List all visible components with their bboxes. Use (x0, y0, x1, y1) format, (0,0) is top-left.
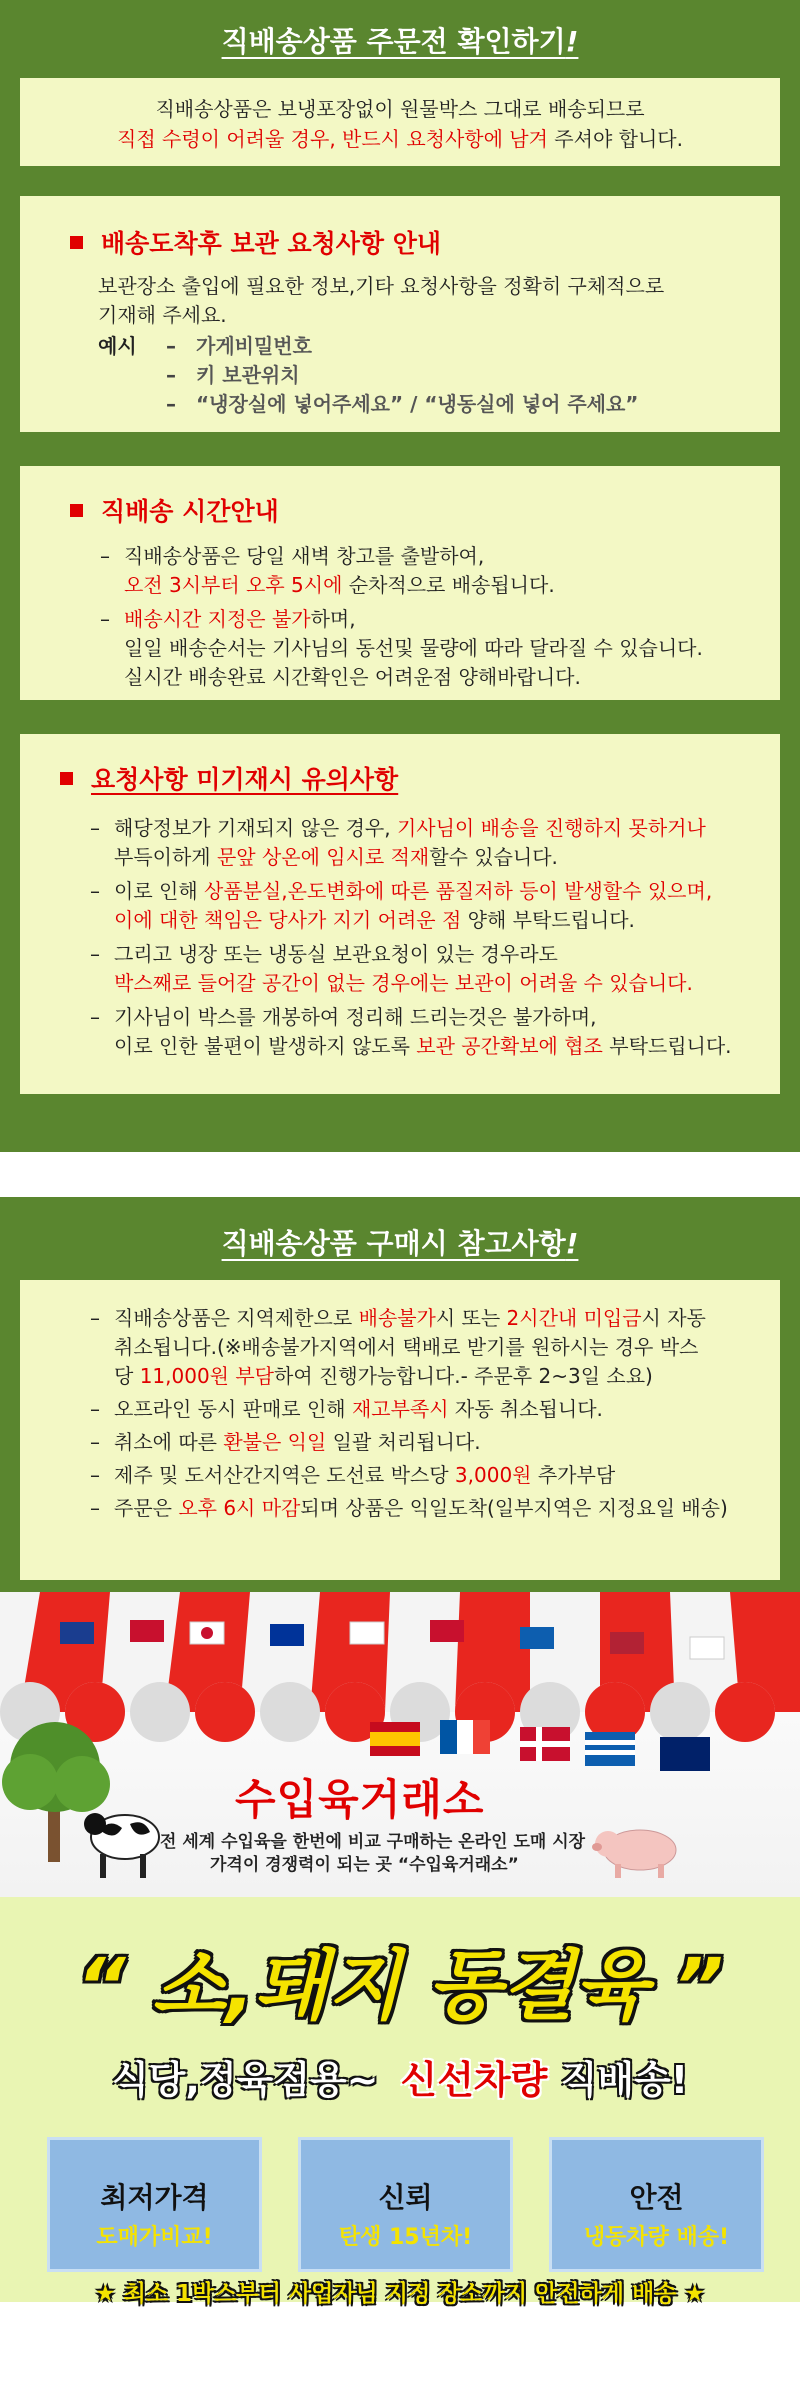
item-text: 하여 진행가능합니다.- 주문후 2~3일 소요) (274, 1364, 653, 1388)
item-red-text: 오후 6시 마감 (178, 1496, 301, 1520)
item-red-text: 기사님이 배송을 진행하지 못하거나 (396, 816, 706, 840)
item-red-text: 문앞 상온에 임시로 적재 (216, 845, 430, 869)
card-sub: 도매가비교! (96, 2225, 213, 2250)
awning-stripes (0, 1592, 800, 1742)
intro-line-2-rest: 주셔야 합니다. (547, 127, 683, 151)
item-text: 시 또는 (435, 1306, 507, 1330)
item-text: 취소됩니다.(※배송불가지역에서 택배로 받기를 원하시는 경우 박스 (114, 1335, 699, 1359)
section-title-text: 직배송상품 구매시 참고사항 (221, 1227, 566, 1260)
banner-title: 수입육거래소 (235, 1775, 485, 1824)
list-item: – 취소에 따른 환불은 익일 일괄 처리됩니다. (90, 1430, 481, 1454)
missing-heading (60, 760, 780, 796)
promo-footer: ★ 최소 1박스부터 사업자님 지정 장소까지 안전하게 배송 ★ (94, 2281, 706, 2307)
intro-line-2 (20, 124, 780, 154)
list-item: – 주문은 오후 6시 마감되며 상품은 익일도착(일부지역은 지정요일 배송) (90, 1496, 728, 1520)
item-red-text: 박스째로 들어갈 공간이 없는 경우에는 보관이 어려울 수 있습니다. (114, 971, 693, 995)
example-label: 예시 (98, 334, 137, 358)
list-item: – 제주 및 도서산간지역은 도선료 박스당 3,000원 추가부담 (90, 1463, 616, 1487)
promo-cards (47, 2137, 764, 2272)
item-red-text: 2시간내 미입금 (506, 1306, 642, 1330)
time-heading (70, 492, 780, 528)
promo-subheadline (0, 2049, 800, 2104)
item-text: 이로 인해 (114, 879, 204, 903)
promo-sub-white: 식당,정육점용~ (111, 2058, 379, 2102)
item-text: 되며 상품은 익일도착(일부지역은 지정요일 배송) (300, 1496, 728, 1520)
item-text: 제주 및 도서산간지역은 도선료 박스당 (114, 1463, 455, 1487)
square-bullet-icon (60, 772, 73, 785)
promo-sub-white-2: 직배송! (547, 2058, 689, 2102)
section-gap (0, 1152, 800, 1197)
example-row: 예시 – 가게비밀번호 (70, 332, 780, 361)
square-bullet-icon (70, 504, 83, 517)
item-red-text: 배송불가 (358, 1306, 436, 1330)
storage-heading (70, 224, 780, 260)
card-sub: 냉동차량 배송! (583, 2225, 730, 2250)
item-red-text: 배송시간 지정은 불가 (124, 607, 311, 631)
item-red-text: 이에 대한 책임은 당사가 지기 어려운 점 (114, 908, 462, 932)
item-text: 해당정보가 기재되지 않은 경우, (114, 816, 397, 840)
list-item: – 배송시간 지정은 불가하며, 일일 배송순서는 기사님의 동선및 물량에 따라 달라질 수 있습니다. 실시간 배송완료 시간확인은 어려운점 양해바랍니다. (70, 605, 780, 692)
intro-box (20, 78, 780, 166)
time-heading-text: 직배송 시간안내 (101, 497, 279, 526)
list-item: – 이로 인해 상품분실,온도변화에 따른 품질저하 등이 발생할수 있으며, 이에 대한 책임은 당사가 지기 어려운 점 양해 부탁드립니다. (90, 879, 713, 932)
storage-request-box (20, 196, 780, 432)
item-text: 부탁드립니다. (602, 1034, 732, 1058)
list-item: – 기사님이 박스를 개봉하여 정리해 드리는것은 불가하며, 이로 인한 불편이 발생하지 않도록 보관 공간확보에 협조 부탁드립니다. (90, 1005, 732, 1058)
card-sub: 탄생 15년차! (338, 2225, 473, 2250)
item-text: 추가부담 (531, 1463, 616, 1487)
item-red-text: 오전 3시부터 오후 5시에 (124, 573, 343, 597)
item-text: 직배송상품은 당일 새벽 창고를 출발하여, (124, 544, 485, 568)
item-red-text: 11,000원 부담 (139, 1364, 274, 1388)
item-text: 자동 취소됩니다. (448, 1397, 603, 1421)
example-item: 가게비밀번호 (196, 334, 312, 358)
item-text: 그리고 냉장 또는 냉동실 보관요청이 있는 경우라도 (114, 942, 558, 966)
card-heading: 최저가격 (100, 2181, 209, 2214)
square-bullet-icon (70, 236, 83, 249)
item-red-text: 상품분실,온도변화에 따른 품질저하 등이 발생할수 있으며, (204, 879, 713, 903)
item-red-text: 환불은 익일 (223, 1430, 327, 1454)
promo-headline: “ 소,돼지 동결육 ” (76, 1941, 724, 2030)
item-red-text: 재고부족시 (351, 1397, 449, 1421)
section-title-text: 직배송상품 주문전 확인하기 (221, 25, 566, 58)
example-row: – 키 보관위치 (70, 361, 780, 390)
item-text: 시 자동 (641, 1306, 706, 1330)
item-text: 취소에 따른 (114, 1430, 224, 1454)
item-text: 실시간 배송완료 시간확인은 어려운점 양해바랍니다. (124, 665, 581, 689)
item-text: 오프라인 동시 판매로 인해 (114, 1397, 352, 1421)
section-title (0, 1222, 800, 1280)
list-item: – 오프라인 동시 판매로 인해 재고부족시 자동 취소됩니다. (90, 1397, 603, 1421)
promo-card (47, 2137, 262, 2272)
promo-sub-red: 신선차량 (400, 2058, 548, 2102)
item-text: 일괄 처리됩니다. (326, 1430, 481, 1454)
promo-card (298, 2137, 513, 2272)
example-row: – “냉장실에 넣어주세요” / “냉동실에 넣어 주세요” (70, 390, 780, 419)
item-text: 할수 있습니다. (429, 845, 558, 869)
item-red-text: 보관 공간확보에 협조 (416, 1034, 603, 1058)
missing-heading-text: 요청사항 미기재시 유의사항 (91, 765, 399, 794)
frozen-meat-promo (0, 1897, 800, 2307)
item-text: 당 (114, 1364, 140, 1388)
section-title-excl: ! (565, 25, 579, 58)
banner-desc-2: 가격이 경쟁력이 되는 곳 “수입육거래소” (210, 1855, 519, 1875)
intro-line-2-red: 직접 수령이 어려울 경우, 반드시 요청사항에 남겨 (117, 127, 548, 151)
card-heading: 신뢰 (378, 2181, 433, 2214)
purchase-notes-section (0, 1197, 800, 1592)
section-title (0, 20, 800, 78)
intro-line-1: 직배송상품은 보냉포장없이 원물박스 그대로 배송되므로 (155, 97, 645, 121)
delivery-time-box (20, 466, 780, 700)
storage-desc-2: 기재해 주세요. (98, 303, 227, 327)
list-item: – 직배송상품은 당일 새벽 창고를 출발하여, 오전 3시부터 오후 5시에 순차적으로 배송됩니다. (100, 544, 555, 597)
list-item: – 직배송상품은 지역제한으로 배송불가시 또는 2시간내 미입금시 자동 취소됩니다.(※배송불가지역에서 택배로 받기를 원하시는 경우 박스 당 11,000원 부담하여 진행가능합니다.- 주문후 2~3일 소요) (60, 1304, 780, 1391)
storage-desc-1: 보관장소 출입에 필요한 정보,기타 요청사항을 정확히 구체적으로 (98, 274, 665, 298)
list-item: – 해당정보가 기재되지 않은 경우, 기사님이 배송을 진행하지 못하거나 부득이하게 문앞 상온에 임시로 적재할수 있습니다. (90, 816, 706, 869)
promo-card (549, 2137, 764, 2272)
import-meat-banner (0, 1592, 800, 1897)
example-item: 키 보관위치 (196, 363, 300, 387)
item-text: 주문은 (114, 1496, 179, 1520)
purchase-notes-box (20, 1280, 780, 1580)
section-title-excl: ! (565, 1227, 579, 1260)
missing-request-box (20, 734, 780, 1094)
item-red-text: 3,000원 (454, 1463, 532, 1487)
item-text: 하며, (310, 607, 356, 631)
item-text: 순차적으로 배송됩니다. (342, 573, 555, 597)
item-text: 기사님이 박스를 개봉하여 정리해 드리는것은 불가하며, (114, 1005, 597, 1029)
storage-heading-text: 배송도착후 보관 요청사항 안내 (101, 229, 442, 258)
item-text: 일일 배송순서는 기사님의 동선및 물량에 따라 달라질 수 있습니다. (124, 636, 703, 660)
list-item: – 그리고 냉장 또는 냉동실 보관요청이 있는 경우라도 박스째로 들어갈 공간이 없는 경우에는 보관이 어려울 수 있습니다. (90, 942, 693, 995)
item-text: 직배송상품은 지역제한으로 (114, 1306, 359, 1330)
item-text: 이로 인한 불편이 발생하지 않도록 (114, 1034, 417, 1058)
banner-desc-1: 전 세계 수입육을 한번에 비교 구매하는 온라인 도매 시장 (160, 1832, 586, 1852)
example-item: “냉장실에 넣어주세요” / “냉동실에 넣어 주세요” (196, 392, 639, 416)
item-text: 양해 부탁드립니다. (461, 908, 635, 932)
item-text: 부득이하게 (114, 845, 217, 869)
card-heading: 안전 (629, 2181, 684, 2214)
order-check-section (0, 0, 800, 1152)
